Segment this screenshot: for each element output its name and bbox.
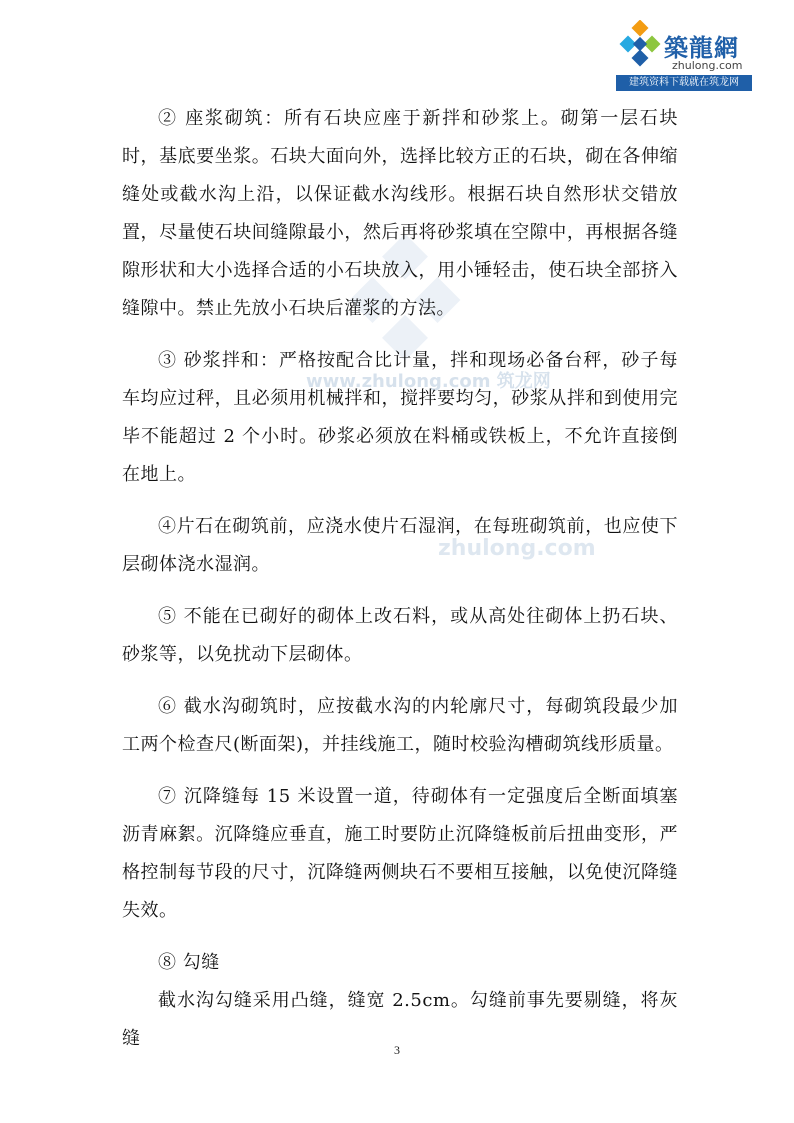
paragraph-4-wetting-stones: ④片石在砌筑前，应浇水使片石湿润，在每班砌筑前，也应使下层砌体浇水湿润。 xyxy=(122,516,678,575)
paragraph-2-seat-grout-masonry: ② 座浆砌筑：所有石块应座于新拌和砂浆上。砌第一层石块时，基底要坐浆。石块大面向外，选择比较方正的石块，砌在各伸缩缝处或截水沟上沿，以保证截水沟线形。根据石块自然形状交错放置，尽量使石块间缝隙最小，然后再将砂浆填在空隙中，再根据各缝隙形状和大小选择合适的小石块放入，用小锤轻击，使石块全部挤入缝隙中。禁止先放小石块后灌浆的方法。 xyxy=(122,108,678,319)
watermark-text: www.zhulong.com 筑龙网 xyxy=(306,371,551,392)
logo-domain: zhulong.com xyxy=(672,59,743,72)
document-body xyxy=(122,100,678,1058)
zhulong-logo xyxy=(610,14,756,96)
paragraph-pointing-detail: 截水沟勾缝采用凸缝，缝宽 2.5cm。勾缝前事先要剔缝，将灰缝 xyxy=(122,990,678,1049)
paragraph-7-settlement-joints: ⑦ 沉降缝每 15 米设置一道，待砌体有一定强度后全断面填塞沥青麻絮。沉降缝应垂直，施工时要防止沉降缝板前后扭曲变形，严格控制每节段的尺寸，沉降缝两侧块石不要相互接触，以免使沉降缝失效。 xyxy=(122,786,678,921)
logo-banner: 建筑资料下载就在筑龙网 xyxy=(616,75,752,91)
logo-title: 築龍網 xyxy=(664,34,739,62)
paragraph-6-check-gauges: ⑥ 截水沟砌筑时，应按截水沟的内轮廓尺寸，每砌筑段最少加工两个检查尺(断面架)，并挂线施工，随时校验沟槽砌筑线形质量。 xyxy=(122,696,678,755)
paragraph-5-no-disturbance: ⑤ 不能在已砌好的砌体上改石料，或从高处往砌体上扔石块、砂浆等，以免扰动下层砌体。 xyxy=(122,606,678,665)
heading-8-pointing: ⑧ 勾缝 xyxy=(158,952,220,973)
paragraph-3-mortar-mixing: ③ 砂浆拌和：严格按配合比计量，拌和现场必备台秤，砂子每车均应过秤，且必须用机械拌和，搅拌要均匀，砂浆从拌和到使用完毕不能超过 2 个小时。砂浆必须放在料桶或铁板上，不允许直接倒在地上。 xyxy=(122,350,678,485)
zhulong-emblem-icon xyxy=(616,20,664,68)
page-number: 3 xyxy=(394,1043,400,1057)
watermark-domain: zhulong.com xyxy=(438,536,596,561)
